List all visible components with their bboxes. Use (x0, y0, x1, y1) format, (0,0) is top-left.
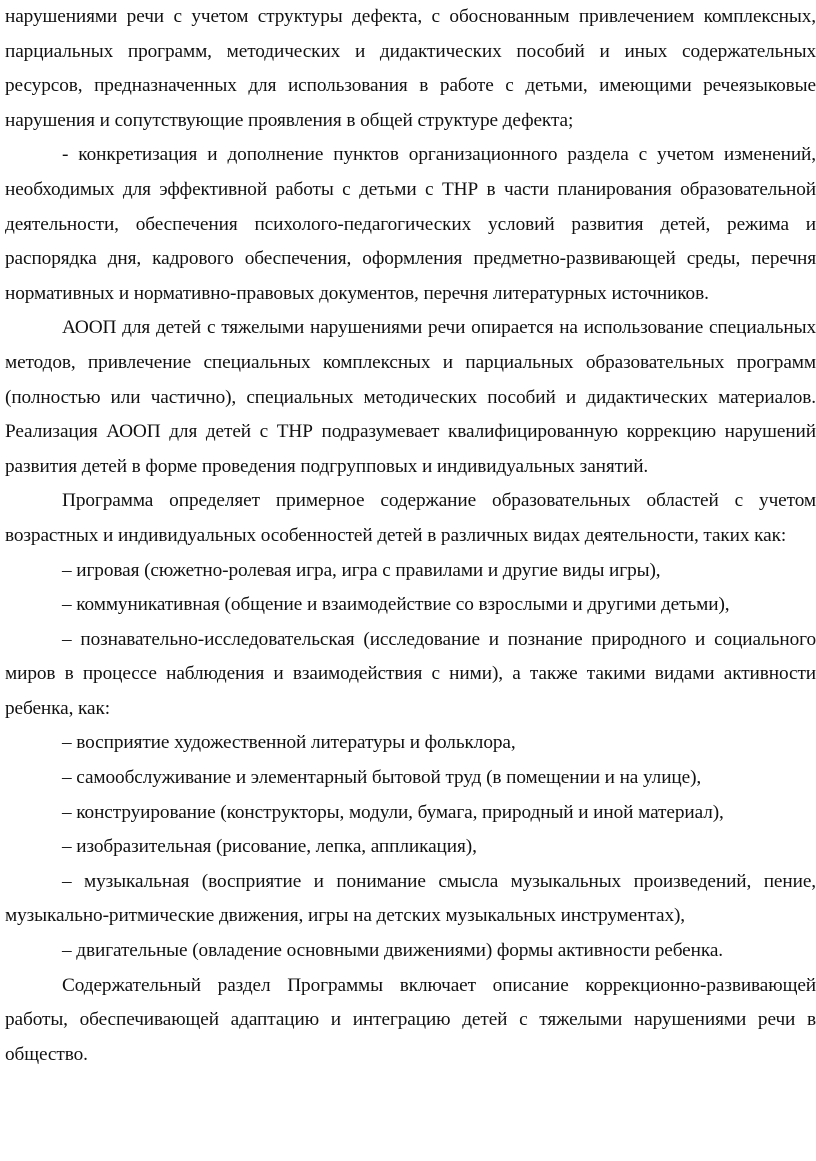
list-item-music: – музыкальная (восприятие и понимание смысла музыкальных произведений, пение, музыкально-ритмические движения, игры на детских музыкальных инструментах), (5, 870, 816, 927)
list-item-play: – игровая (сюжетно-ролевая игра, игра с правилами и другие виды игры), (62, 559, 661, 581)
list-item-visual-arts: – изобразительная (рисование, лепка, аппликация), (62, 836, 477, 858)
list-item-communicative: – коммуникативная (общение и взаимодействие со взрослыми и другими детьми), (62, 594, 730, 616)
paragraph-continuation: нарушениями речи с учетом структуры дефекта, с обоснованным привлечением комплексных, парциальных программ, методических и дидактических пособий и иных содержательных ресурсов, предназначенных для использования в работе с детьми, имеющими речеязыковые нарушения и сопутствующие проявления в общей структуре дефекта; (5, 6, 816, 131)
list-item-construction: – конструирование (конструкторы, модули, бумага, природный и иной материал), (62, 801, 724, 823)
paragraph-content-section: Содержательный раздел Программы включает описание коррекционно-развивающей работы, обеспечивающей адаптацию и интеграцию детей с тяжелыми нарушениями речи в общество. (5, 974, 816, 1065)
list-item-self-service: – самообслуживание и элементарный бытовой труд (в помещении и на улице), (62, 767, 702, 789)
paragraph-program-content: Программа определяет примерное содержание образовательных областей с учетом возрастных и индивидуальных особенностей детей в различных видах деятельности, таких как: (5, 490, 816, 546)
list-item-cognitive: – познавательно-исследовательская (исследование и познание природного и социального миров в процессе наблюдения и взаимодействия с ними), а также такими видами активности ребенка, как: (5, 628, 816, 719)
paragraph-aoop: АООП для детей с тяжелыми нарушениями речи опирается на использование специальных методов, привлечение специальных комплексных и парциальных образовательных программ (полностью или частично), специальных методических пособий и дидактических материалов. Реализация АООП для детей с ТНР подразумевает квалифицированную коррекцию нарушений развития детей в форме проведения подгрупповых и индивидуальных занятий. (5, 317, 816, 477)
list-item-literature: – восприятие художественной литературы и фольклора, (62, 732, 516, 754)
paragraph-organizational-section: - конкретизация и дополнение пунктов организационного раздела с учетом изменений, необходимых для эффективной работы с детьми с ТНР в части планирования образовательной деятельности, обеспечения психолого-педагогических условий развития детей, режима и распорядка дня, кадрового обеспечения, оформления предметно-развивающей среды, перечня нормативных и нормативно-правовых документов, перечня литературных источников. (5, 144, 816, 304)
document-page (5, 0, 816, 1072)
list-item-motor: – двигательные (овладение основными движениями) формы активности ребенка. (62, 940, 723, 962)
